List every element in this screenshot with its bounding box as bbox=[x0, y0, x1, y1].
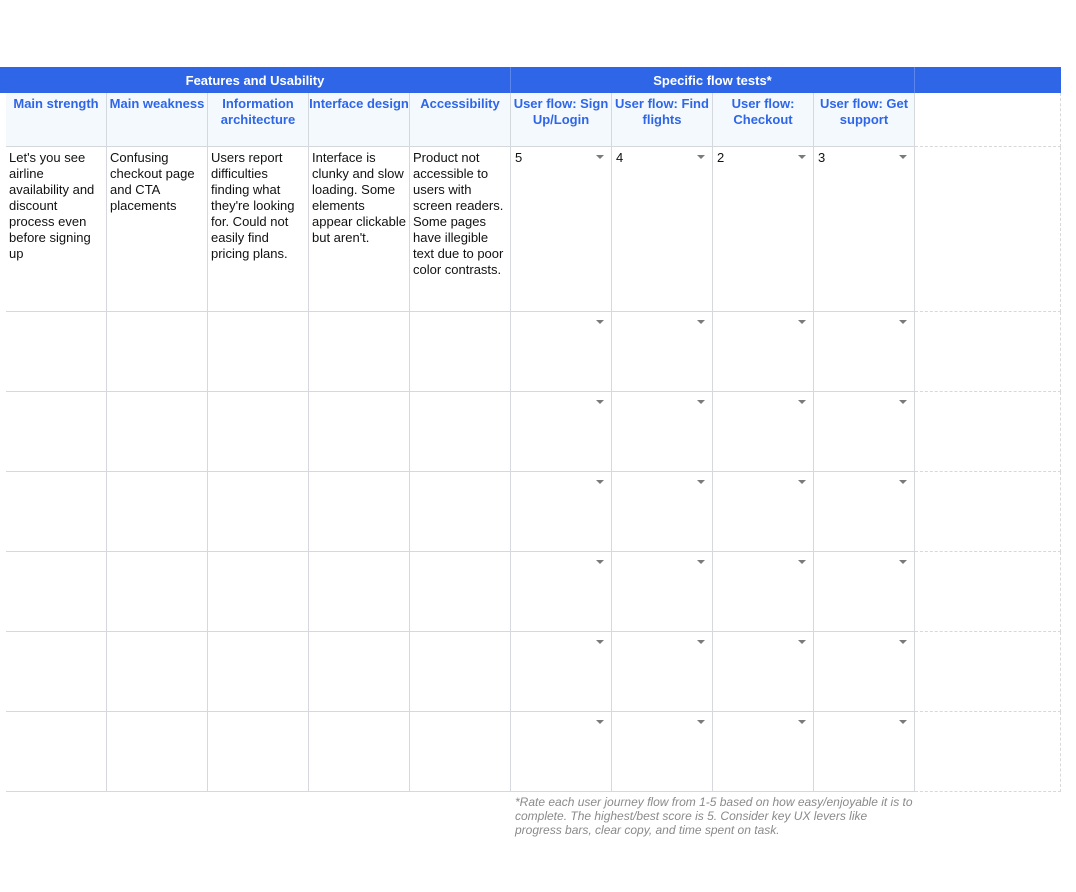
dropdown-arrow-icon[interactable] bbox=[697, 155, 705, 159]
cell-main-weakness[interactable]: Confusing checkout page and CTA placements bbox=[107, 147, 208, 312]
rating-dropdown-flow-support[interactable] bbox=[814, 472, 915, 552]
rating-dropdown-flow-find-flights[interactable] bbox=[612, 472, 713, 552]
column-header-flow-checkout[interactable]: User flow: Checkout bbox=[713, 93, 814, 147]
dropdown-arrow-icon[interactable] bbox=[899, 320, 907, 324]
cell-main-weakness[interactable] bbox=[107, 472, 208, 552]
rating-dropdown-flow-checkout[interactable] bbox=[713, 632, 814, 712]
cell-main-strength[interactable] bbox=[6, 632, 107, 712]
rating-dropdown-flow-find-flights[interactable] bbox=[612, 312, 713, 392]
dropdown-arrow-icon[interactable] bbox=[596, 480, 604, 484]
cell-main-strength[interactable]: Let's you see airline availability and discount process even before signing up bbox=[6, 147, 107, 312]
cell-main-strength[interactable] bbox=[6, 472, 107, 552]
dropdown-arrow-icon[interactable] bbox=[596, 720, 604, 724]
rating-dropdown-flow-checkout[interactable] bbox=[713, 392, 814, 472]
column-header-flow-support[interactable]: User flow: Get support bbox=[814, 93, 915, 147]
cell-empty[interactable] bbox=[915, 147, 1061, 312]
cell-main-weakness[interactable] bbox=[107, 552, 208, 632]
cell-information-architecture[interactable] bbox=[208, 632, 309, 712]
dropdown-arrow-icon[interactable] bbox=[899, 400, 907, 404]
rating-dropdown-flow-signup[interactable] bbox=[511, 712, 612, 792]
dropdown-arrow-icon[interactable] bbox=[798, 400, 806, 404]
dropdown-arrow-icon[interactable] bbox=[798, 480, 806, 484]
column-header-interface-design[interactable]: Interface design bbox=[309, 93, 410, 147]
cell-interface-design[interactable] bbox=[309, 312, 410, 392]
rating-dropdown-flow-find-flights[interactable] bbox=[612, 712, 713, 792]
cell-main-strength[interactable] bbox=[6, 552, 107, 632]
dropdown-arrow-icon[interactable] bbox=[697, 720, 705, 724]
column-header-flow-find-flights[interactable]: User flow: Find flights bbox=[612, 93, 713, 147]
cell-empty[interactable] bbox=[915, 392, 1061, 472]
dropdown-arrow-icon[interactable] bbox=[596, 155, 604, 159]
cell-accessibility[interactable]: Product not accessible to users with screen readers. Some pages have illegible text due to poor color contrasts. bbox=[410, 147, 511, 312]
rating-dropdown-flow-checkout[interactable] bbox=[713, 312, 814, 392]
cell-main-strength[interactable] bbox=[6, 712, 107, 792]
cell-interface-design[interactable] bbox=[309, 472, 410, 552]
band-features-usability[interactable]: Features and Usability bbox=[0, 67, 511, 93]
cell-empty[interactable] bbox=[915, 632, 1061, 712]
cell-empty[interactable] bbox=[915, 552, 1061, 632]
cell-accessibility[interactable] bbox=[410, 552, 511, 632]
rating-dropdown-flow-checkout[interactable] bbox=[713, 147, 814, 312]
dropdown-arrow-icon[interactable] bbox=[798, 320, 806, 324]
dropdown-arrow-icon[interactable] bbox=[798, 155, 806, 159]
column-header-flow-signup[interactable]: User flow: Sign Up/Login bbox=[511, 93, 612, 147]
cell-information-architecture[interactable] bbox=[208, 712, 309, 792]
cell-interface-design[interactable] bbox=[309, 632, 410, 712]
cell-information-architecture[interactable] bbox=[208, 472, 309, 552]
cell-accessibility[interactable] bbox=[410, 472, 511, 552]
rating-dropdown-flow-support[interactable] bbox=[814, 632, 915, 712]
column-header-main-strength[interactable]: Main strength bbox=[6, 93, 107, 147]
rating-dropdown-flow-support[interactable] bbox=[814, 147, 915, 312]
cell-information-architecture[interactable] bbox=[208, 552, 309, 632]
rating-dropdown-flow-support[interactable] bbox=[814, 312, 915, 392]
cell-interface-design[interactable]: Interface is clunky and slow loading. Some elements appear clickable but aren't. bbox=[309, 147, 410, 312]
rating-dropdown-flow-signup[interactable] bbox=[511, 312, 612, 392]
rating-dropdown-flow-signup[interactable] bbox=[511, 147, 612, 312]
rating-dropdown-flow-find-flights[interactable] bbox=[612, 147, 713, 312]
dropdown-arrow-icon[interactable] bbox=[697, 560, 705, 564]
rating-dropdown-flow-signup[interactable] bbox=[511, 552, 612, 632]
cell-empty[interactable] bbox=[915, 312, 1061, 392]
band-specific-flow-tests[interactable]: Specific flow tests* bbox=[511, 67, 915, 93]
rating-dropdown-flow-signup[interactable] bbox=[511, 392, 612, 472]
dropdown-arrow-icon[interactable] bbox=[798, 560, 806, 564]
column-header-accessibility[interactable]: Accessibility bbox=[410, 93, 511, 147]
rating-dropdown-flow-find-flights[interactable] bbox=[612, 632, 713, 712]
column-header-information-architecture[interactable]: Information architecture bbox=[208, 93, 309, 147]
cell-information-architecture[interactable] bbox=[208, 312, 309, 392]
cell-information-architecture[interactable] bbox=[208, 392, 309, 472]
rating-value: 2 bbox=[717, 150, 725, 165]
rating-value: 5 bbox=[515, 150, 523, 165]
rating-dropdown-flow-signup[interactable] bbox=[511, 632, 612, 712]
cell-accessibility[interactable] bbox=[410, 312, 511, 392]
dropdown-arrow-icon[interactable] bbox=[798, 720, 806, 724]
rating-dropdown-flow-find-flights[interactable] bbox=[612, 392, 713, 472]
column-header-main-weakness[interactable]: Main weakness bbox=[107, 93, 208, 147]
dropdown-arrow-icon[interactable] bbox=[697, 400, 705, 404]
cell-interface-design[interactable] bbox=[309, 712, 410, 792]
cell-main-strength[interactable] bbox=[6, 392, 107, 472]
rating-dropdown-flow-find-flights[interactable] bbox=[612, 552, 713, 632]
footnote: *Rate each user journey flow from 1-5 based on how easy/enjoyable it is to complete. The highest/best score is 5. Consider key UX levers like progress bars, clear copy, and time spent on task. bbox=[515, 795, 913, 837]
dropdown-arrow-icon[interactable] bbox=[899, 720, 907, 724]
rating-value: 4 bbox=[616, 150, 624, 165]
rating-dropdown-flow-support[interactable] bbox=[814, 552, 915, 632]
cell-information-architecture[interactable]: Users report difficulties finding what they're looking for. Could not easily find pricing plans. bbox=[208, 147, 309, 312]
rating-dropdown-flow-signup[interactable] bbox=[511, 472, 612, 552]
cell-main-weakness[interactable] bbox=[107, 712, 208, 792]
cell-interface-design[interactable] bbox=[309, 392, 410, 472]
dropdown-arrow-icon[interactable] bbox=[899, 155, 907, 159]
rating-dropdown-flow-checkout[interactable] bbox=[713, 472, 814, 552]
dropdown-arrow-icon[interactable] bbox=[697, 320, 705, 324]
rating-dropdown-flow-support[interactable] bbox=[814, 392, 915, 472]
cell-main-weakness[interactable] bbox=[107, 632, 208, 712]
column-header-empty[interactable] bbox=[915, 93, 1061, 147]
cell-empty[interactable] bbox=[915, 712, 1061, 792]
cell-accessibility[interactable] bbox=[410, 632, 511, 712]
dropdown-arrow-icon[interactable] bbox=[899, 560, 907, 564]
cell-accessibility[interactable] bbox=[410, 392, 511, 472]
dropdown-arrow-icon[interactable] bbox=[596, 560, 604, 564]
cell-interface-design[interactable] bbox=[309, 552, 410, 632]
rating-dropdown-flow-checkout[interactable] bbox=[713, 712, 814, 792]
rating-dropdown-flow-support[interactable] bbox=[814, 712, 915, 792]
rating-dropdown-flow-checkout[interactable] bbox=[713, 552, 814, 632]
dropdown-arrow-icon[interactable] bbox=[596, 400, 604, 404]
dropdown-arrow-icon[interactable] bbox=[899, 480, 907, 484]
cell-main-weakness[interactable] bbox=[107, 312, 208, 392]
dropdown-arrow-icon[interactable] bbox=[899, 640, 907, 644]
dropdown-arrow-icon[interactable] bbox=[596, 640, 604, 644]
dropdown-arrow-icon[interactable] bbox=[596, 320, 604, 324]
dropdown-arrow-icon[interactable] bbox=[697, 640, 705, 644]
rating-value: 3 bbox=[818, 150, 826, 165]
cell-empty[interactable] bbox=[915, 472, 1061, 552]
cell-accessibility[interactable] bbox=[410, 712, 511, 792]
cell-main-strength[interactable] bbox=[6, 312, 107, 392]
cell-main-weakness[interactable] bbox=[107, 392, 208, 472]
band-extra[interactable] bbox=[915, 67, 1061, 93]
dropdown-arrow-icon[interactable] bbox=[798, 640, 806, 644]
dropdown-arrow-icon[interactable] bbox=[697, 480, 705, 484]
